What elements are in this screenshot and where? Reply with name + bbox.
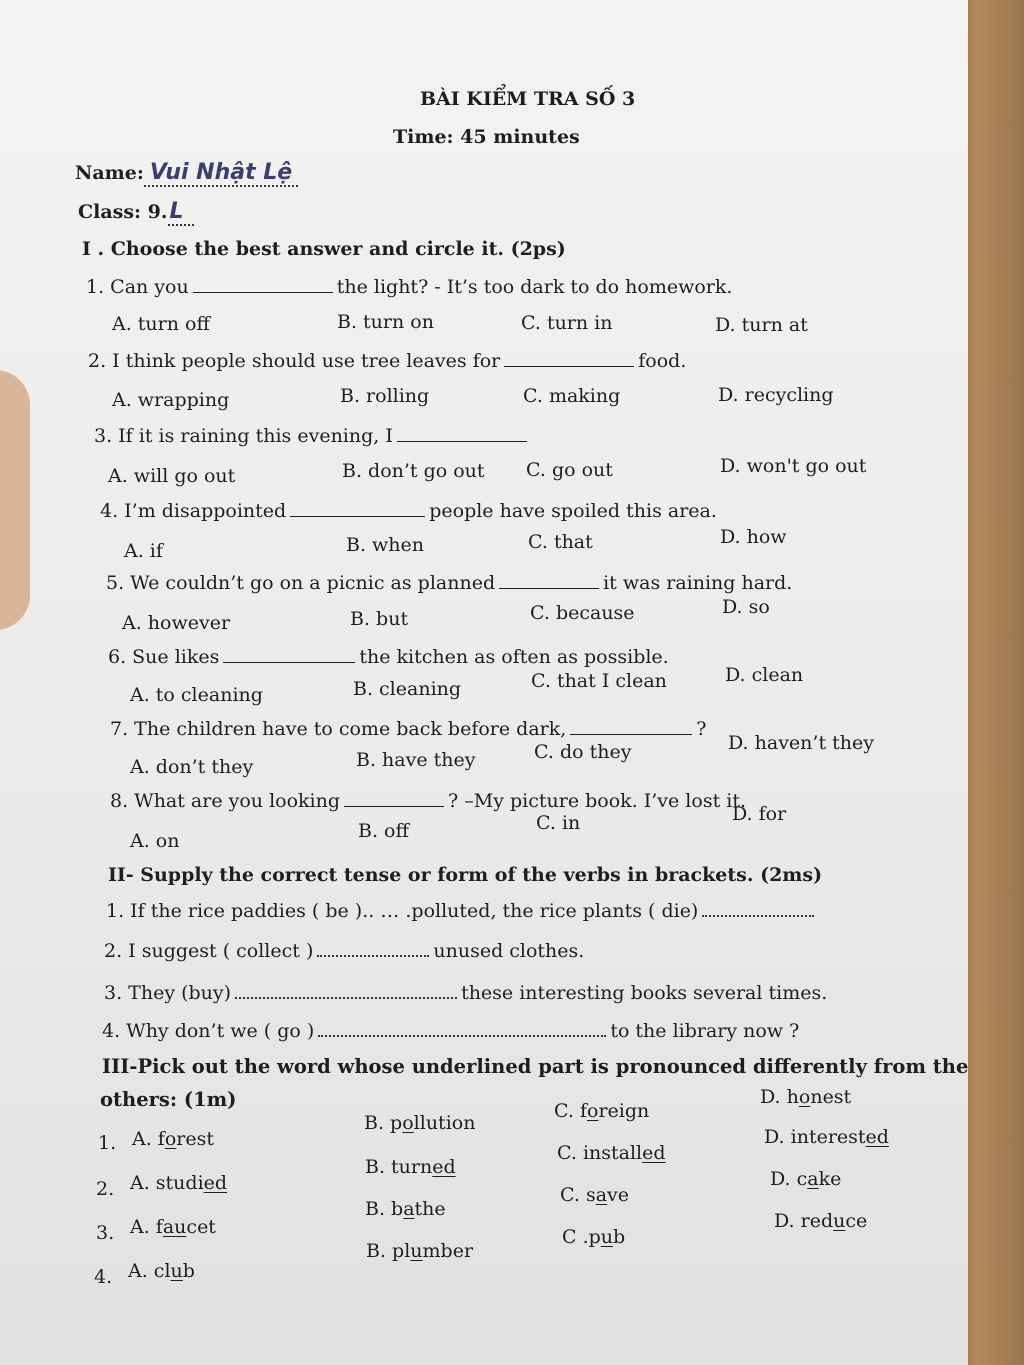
q8-option-a[interactable]: A. on	[130, 830, 180, 852]
name-label: Name:	[75, 162, 144, 184]
section2-heading: II- Supply the correct tense or form of the verbs in brackets. (2ms)	[108, 864, 823, 886]
pron-4-c[interactable]: C .pub	[562, 1226, 626, 1248]
pron-4-d[interactable]: D. reduce	[774, 1210, 868, 1232]
q4-option-d[interactable]: D. how	[720, 526, 787, 548]
q5-option-d[interactable]: D. so	[722, 596, 770, 618]
question-4: 4. I’m disappointed people have spoiled this area.	[100, 500, 717, 522]
q3-option-d[interactable]: D. won't go out	[720, 455, 867, 477]
question-2: 2. I think people should use tree leaves for food.	[88, 350, 687, 372]
verb-item-1: 1. If the rice paddies ( be ).. … .polluted, the rice plants ( die)	[106, 900, 818, 922]
answer-blank[interactable]	[702, 915, 814, 917]
q4-option-c[interactable]: C. that	[528, 531, 593, 553]
pron-row-3-number: 3.	[96, 1222, 115, 1244]
q3-option-a[interactable]: A. will go out	[108, 465, 236, 487]
class-field	[78, 199, 194, 224]
pron-4-a[interactable]: A. club	[128, 1260, 195, 1282]
q1-option-b[interactable]: B. turn on	[337, 311, 434, 333]
q7-option-d[interactable]: D. haven’t they	[728, 732, 874, 754]
pron-1-b[interactable]: B. pollution	[364, 1112, 476, 1134]
q7-option-a[interactable]: A. don’t they	[130, 756, 254, 778]
pron-3-a[interactable]: A. faucet	[130, 1216, 216, 1238]
q6-option-c[interactable]: C. that I clean	[531, 670, 667, 692]
class-label: Class: 9.	[78, 201, 168, 223]
section3-heading-line1: III-Pick out the word whose underlined part is pronounced differently from the	[102, 1055, 969, 1078]
pron-2-c[interactable]: C. installed	[557, 1142, 666, 1164]
pron-3-d[interactable]: D. cake	[770, 1168, 842, 1190]
question-6: 6. Sue likes the kitchen as often as possible.	[108, 646, 669, 668]
pron-2-b[interactable]: B. turned	[365, 1156, 456, 1178]
q3-option-b[interactable]: B. don’t go out	[342, 460, 485, 482]
question-1: 1. Can you the light? - It’s too dark to do homework.	[86, 276, 733, 298]
question-5: 5. We couldn’t go on a picnic as planned it was raining hard.	[106, 572, 793, 594]
q3-option-c[interactable]: C. go out	[526, 459, 613, 481]
question-7: 7. The children have to come back before dark, ?	[110, 718, 707, 740]
class-value-handwritten: L	[168, 199, 194, 226]
q8-option-b[interactable]: B. off	[358, 820, 409, 842]
q6-option-b[interactable]: B. cleaning	[353, 678, 462, 700]
q8-option-c[interactable]: C. in	[536, 812, 581, 834]
q7-option-c[interactable]: C. do they	[534, 741, 632, 763]
pron-4-b[interactable]: B. plumber	[366, 1240, 474, 1262]
q4-option-a[interactable]: A. if	[124, 540, 163, 562]
section1-heading: I . Choose the best answer and circle it. (2ps)	[82, 238, 566, 260]
finger-photo-edge	[0, 370, 30, 630]
q2-option-b[interactable]: B. rolling	[340, 385, 430, 407]
q5-option-a[interactable]: A. however	[122, 612, 231, 634]
answer-blank[interactable]	[235, 997, 457, 999]
q6-option-d[interactable]: D. clean	[725, 664, 804, 686]
pron-row-4-number: 4.	[94, 1266, 113, 1288]
pron-1-a[interactable]: A. forest	[132, 1128, 215, 1150]
pron-3-c[interactable]: C. save	[560, 1184, 630, 1206]
pron-2-d[interactable]: D. interested	[764, 1126, 889, 1148]
question-3: 3. If it is raining this evening, I	[94, 425, 531, 447]
q1-option-a[interactable]: A. turn off	[112, 313, 210, 335]
q2-option-c[interactable]: C. making	[523, 385, 621, 407]
student-name-handwritten: Vui Nhật Lệ	[144, 160, 298, 187]
verb-item-3: 3. They (buy) these interesting books several times.	[104, 982, 828, 1004]
q5-option-b[interactable]: B. but	[350, 608, 409, 630]
answer-blank[interactable]	[317, 955, 429, 957]
answer-blank[interactable]	[318, 1035, 606, 1037]
pron-row-1-number: 1.	[98, 1132, 117, 1154]
verb-item-2: 2. I suggest ( collect ) unused clothes.	[104, 940, 585, 962]
q6-option-a[interactable]: A. to cleaning	[130, 684, 263, 706]
q2-option-d[interactable]: D. recycling	[718, 384, 834, 406]
q1-option-d[interactable]: D. turn at	[715, 314, 808, 336]
exam-time: Time: 45 minutes	[393, 126, 580, 148]
q1-option-c[interactable]: C. turn in	[521, 312, 613, 334]
q7-option-b[interactable]: B. have they	[356, 749, 476, 771]
pron-row-2-number: 2.	[96, 1178, 115, 1200]
question-8: 8. What are you looking ? –My picture book. I’ve lost it.	[110, 790, 746, 812]
exam-title: BÀI KIỂM TRA SỐ 3	[420, 88, 636, 110]
pron-3-b[interactable]: B. bathe	[365, 1198, 446, 1220]
pron-2-a[interactable]: A. studied	[130, 1172, 228, 1194]
q2-option-a[interactable]: A. wrapping	[112, 389, 230, 411]
q8-option-d[interactable]: D. for	[732, 803, 787, 825]
section3-heading-line2: others: (1m)	[100, 1088, 237, 1111]
q4-option-b[interactable]: B. when	[346, 534, 425, 556]
q5-option-c[interactable]: C. because	[530, 602, 635, 624]
verb-item-4: 4. Why don’t we ( go ) to the library now ?	[102, 1020, 800, 1042]
name-field	[75, 160, 298, 185]
pron-1-c[interactable]: C. foreign	[554, 1100, 650, 1122]
pron-1-d[interactable]: D. honest	[760, 1086, 852, 1108]
